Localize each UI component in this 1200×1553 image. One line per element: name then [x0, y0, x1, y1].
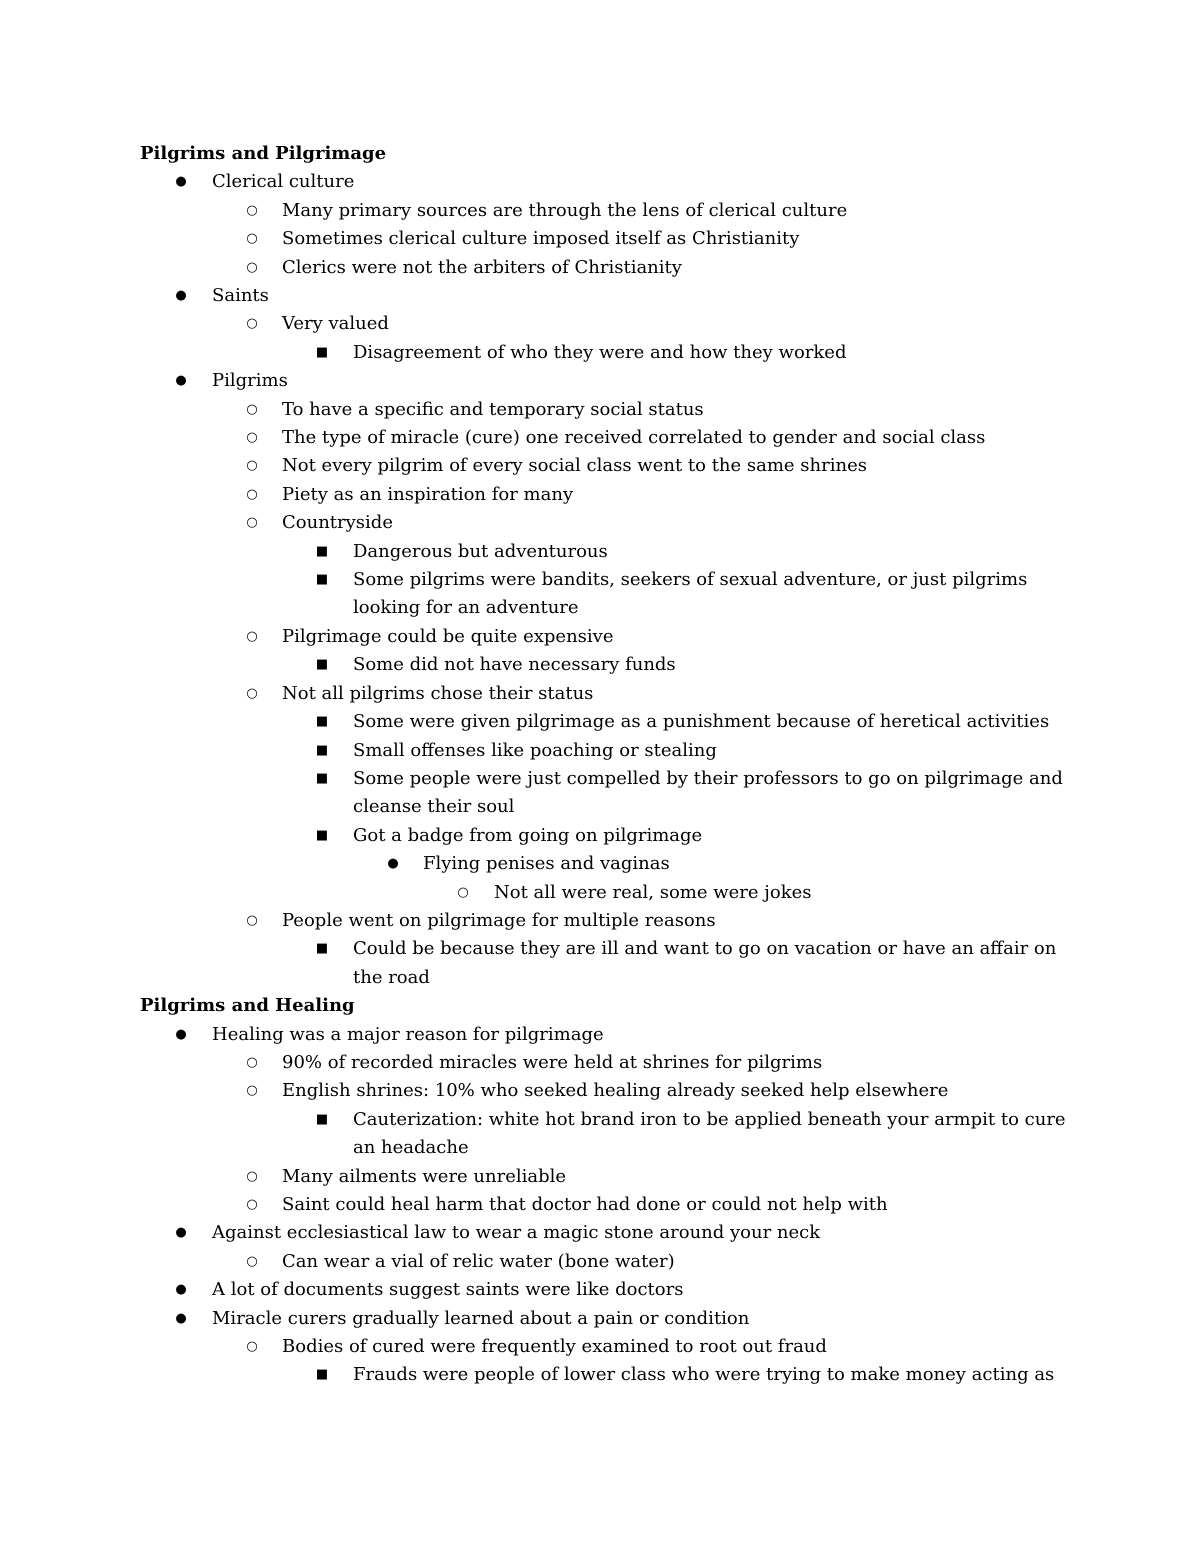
disc-bullet-icon: ● — [175, 174, 187, 190]
section-heading: Pilgrims and Pilgrimage — [140, 143, 387, 164]
circle-bullet-icon: ○ — [246, 1054, 258, 1070]
list-item-text: Many ailments were unreliable — [282, 1165, 567, 1187]
square-bullet-icon: ■ — [315, 543, 329, 559]
list-item-text: Can wear a vial of relic water (bone water) — [282, 1250, 675, 1272]
list-item-text: Piety as an inspiration for many — [282, 483, 574, 505]
circle-bullet-icon: ○ — [246, 1339, 258, 1355]
list-item-text: People went on pilgrimage for multiple reasons — [282, 909, 716, 931]
section-heading: Pilgrims and Healing — [140, 995, 355, 1017]
list-item-text: Not every pilgrim of every social class went to the same shrines — [282, 455, 867, 477]
list-item — [140, 1163, 1070, 1191]
square-bullet-icon: ■ — [315, 1367, 329, 1383]
circle-bullet-icon: ○ — [246, 316, 258, 332]
circle-bullet-icon: ○ — [246, 1168, 258, 1184]
circle-bullet-icon: ○ — [246, 486, 258, 502]
square-bullet-icon: ■ — [315, 770, 329, 786]
list-item-text: Bodies of cured were frequently examined to root out fraud — [282, 1336, 827, 1358]
square-bullet-icon: ■ — [315, 572, 329, 588]
disc-bullet-icon: ● — [175, 288, 187, 304]
list-item — [140, 708, 1070, 736]
list-item — [140, 1276, 1070, 1304]
list-item — [140, 623, 1070, 651]
circle-bullet-icon: ○ — [246, 1253, 258, 1269]
circle-bullet-icon: ○ — [246, 401, 258, 417]
list-item — [140, 1361, 1070, 1389]
list-item-text: Not all were real, some were jokes — [494, 881, 812, 903]
circle-bullet-icon: ○ — [246, 1083, 258, 1099]
list-item — [140, 538, 1070, 566]
list-item-text: Flying penises and vaginas — [423, 853, 670, 875]
list-item-text: A lot of documents suggest saints were like doctors — [212, 1279, 684, 1301]
list-item — [140, 168, 1070, 196]
list-item-text: To have a specific and temporary social status — [282, 398, 704, 420]
list-item — [140, 282, 1070, 310]
list-item-text: Cauterization: white hot brand iron to be applied beneath your armpit to cure an headache — [353, 1108, 1066, 1159]
list-item-text: Some were given pilgrimage as a punishment because of heretical activities — [353, 711, 1050, 733]
list-item — [140, 1219, 1070, 1247]
list-item — [140, 907, 1070, 935]
list-item-text: Clerics were not the arbiters of Christianity — [282, 256, 682, 278]
square-bullet-icon: ■ — [315, 941, 329, 957]
circle-bullet-icon: ○ — [246, 259, 258, 275]
list-item-text: Disagreement of who they were and how they worked — [353, 341, 847, 363]
list-item — [140, 1305, 1070, 1333]
circle-bullet-icon: ○ — [246, 912, 258, 928]
circle-bullet-icon: ○ — [246, 458, 258, 474]
list-item-text: Could be because they are ill and want to go on vacation or have an affair on the road — [353, 938, 1057, 988]
list-item-text: Frauds were people of lower class who were trying to make money acting as — [353, 1364, 1055, 1386]
square-bullet-icon: ■ — [315, 742, 329, 758]
circle-bullet-icon: ○ — [246, 202, 258, 218]
document-body — [140, 140, 1070, 1390]
list-item — [140, 254, 1070, 282]
circle-bullet-icon: ○ — [246, 430, 258, 446]
list-item — [140, 509, 1070, 537]
list-item-text: English shrines: 10% who seeked healing already seeked help elsewhere — [282, 1080, 949, 1102]
square-bullet-icon: ■ — [315, 1111, 329, 1127]
list-item — [140, 680, 1070, 708]
list-item-text: Got a badge from going on pilgrimage — [353, 824, 703, 846]
list-item-text: Many primary sources are through the lens of clerical culture — [282, 199, 848, 221]
list-item-text: Dangerous but adventurous — [353, 540, 608, 562]
disc-bullet-icon: ● — [175, 1225, 187, 1241]
list-item — [140, 481, 1070, 509]
list-item-text: The type of miracle (cure) one received correlated to gender and social class — [282, 427, 986, 449]
list-item-text: Healing was a major reason for pilgrimage — [212, 1023, 604, 1045]
list-item-text: Saints — [212, 285, 269, 307]
list-item — [140, 396, 1070, 424]
square-bullet-icon: ■ — [315, 344, 329, 360]
list-item — [140, 452, 1070, 480]
list-item-text: Miracle curers gradually learned about a pain or condition — [212, 1307, 750, 1329]
list-item-text: Clerical culture — [212, 171, 355, 193]
circle-bullet-icon: ○ — [246, 515, 258, 531]
list-item — [140, 1049, 1070, 1077]
list-item-text: Pilgrims — [212, 370, 288, 392]
disc-bullet-icon: ● — [175, 1310, 187, 1326]
list-item — [140, 1106, 1070, 1163]
list-item-text: 90% of recorded miracles were held at shrines for pilgrims — [282, 1051, 823, 1073]
list-item — [140, 339, 1070, 367]
list-item-text: Not all pilgrims chose their status — [282, 682, 594, 704]
list-item — [140, 737, 1070, 765]
list-item — [140, 310, 1070, 338]
list-item-text: Small offenses like poaching or stealing — [353, 739, 717, 761]
list-item — [140, 197, 1070, 225]
list-item — [140, 1248, 1070, 1276]
list-item — [140, 935, 1070, 992]
list-item — [140, 367, 1070, 395]
list-item — [140, 765, 1070, 822]
square-bullet-icon: ■ — [315, 714, 329, 730]
disc-bullet-icon: ● — [387, 856, 399, 872]
circle-bullet-icon: ○ — [246, 1197, 258, 1212]
list-item-text: Some people were just compelled by their professors to go on pilgrimage and cleanse their soul — [353, 767, 1063, 818]
disc-bullet-icon: ● — [175, 1282, 187, 1298]
list-item — [140, 822, 1070, 850]
list-item — [140, 566, 1070, 623]
list-item — [140, 879, 1070, 907]
list-item — [140, 225, 1070, 253]
list-item — [140, 850, 1070, 878]
list-item-text: Against ecclesiastical law to wear a magic stone around your neck — [212, 1222, 821, 1244]
list-item — [140, 1077, 1070, 1105]
disc-bullet-icon: ● — [175, 373, 187, 389]
list-item — [140, 651, 1070, 679]
list-item — [140, 1191, 1070, 1219]
circle-bullet-icon: ○ — [246, 231, 258, 247]
list-item-text: Very valued — [282, 313, 389, 335]
list-item — [140, 1021, 1070, 1049]
circle-bullet-icon: ○ — [457, 884, 469, 900]
circle-bullet-icon: ○ — [246, 685, 258, 701]
square-bullet-icon: ■ — [315, 657, 329, 673]
list-item-text: Countryside — [282, 512, 393, 534]
list-item-text: Sometimes clerical culture imposed itself as Christianity — [282, 228, 800, 250]
list-item-text: Saint could heal harm that doctor had done or could not help with — [282, 1194, 888, 1215]
list-item — [140, 424, 1070, 452]
list-item-text: Some did not have necessary funds — [353, 654, 676, 676]
square-bullet-icon: ■ — [315, 827, 329, 843]
list-item — [140, 1333, 1070, 1361]
circle-bullet-icon: ○ — [246, 628, 258, 644]
disc-bullet-icon: ● — [175, 1026, 187, 1042]
list-item-text: Some pilgrims were bandits, seekers of sexual adventure, or just pilgrims looking for an adventure — [353, 569, 1028, 619]
list-item-text: Pilgrimage could be quite expensive — [282, 625, 614, 647]
